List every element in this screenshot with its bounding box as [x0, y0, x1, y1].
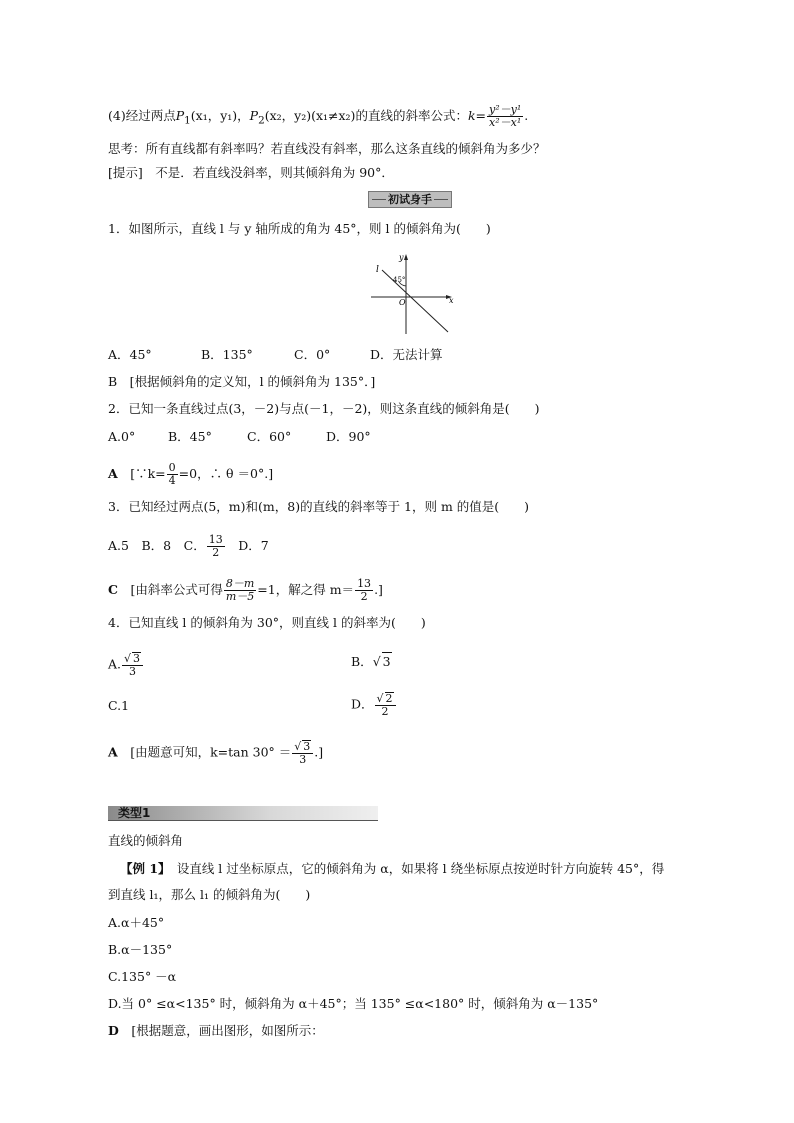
q2-fraction [167, 462, 178, 487]
q2-option-d: D．90° [326, 429, 371, 444]
angle-label: 45° [393, 276, 406, 284]
q3-c-den: 2 [212, 546, 220, 559]
line-l-label: l [376, 265, 379, 275]
point-p2: P [249, 108, 259, 123]
q4-option-a-fraction [122, 652, 143, 678]
p2-subscript: 2 [258, 114, 265, 127]
q3-answer-fraction-2 [355, 578, 373, 603]
q4-d-den: 2 [381, 705, 389, 718]
think-hint: [提示] 不是．若直线没斜率，则其倾斜角为 90°． [108, 165, 394, 180]
q4-d-radicand: 2 [385, 692, 393, 705]
example-1-label: 【例 1】 [120, 861, 165, 876]
example-option-d: D.当 0° ≤α<135° 时，倾斜角为 α＋45°；当 135° ≤α<180° 时，倾斜角为 α－135° [108, 996, 599, 1011]
q2-frac-den: 4 [168, 474, 176, 487]
q3-answer-letter: C [108, 582, 118, 597]
q4-option-b-label: B． [351, 654, 373, 669]
q2-option-a: A.0° [108, 429, 136, 444]
x-axis-label: x [449, 296, 454, 305]
formula-prefix: (4)经过两点 [108, 108, 176, 123]
q3-frac1-num: 8－m [225, 577, 255, 590]
point-p1: P [175, 108, 185, 123]
q4-option-a-label: A. [108, 656, 122, 672]
q4-ans-den: 3 [299, 753, 307, 766]
q1-option-c: C．0° [294, 347, 331, 362]
q3-frac1-den: m－5 [225, 590, 255, 603]
q4-answer-pre: [由题意可知，k=tan 30° ＝ [130, 744, 292, 760]
q3-stem: 3．已知经过两点(5，m)和(m，8)的直线的斜率等于 1，则 m 的值是( ) [108, 499, 530, 514]
k-equals: k= [467, 108, 487, 123]
q2-option-b: B．45° [168, 429, 212, 444]
q4-option-c: C.1 [108, 698, 130, 713]
q4-answer-post: .] [314, 744, 324, 760]
q4-a-radicand: 3 [133, 652, 141, 665]
q2-answer-post: =0，∴ θ ＝0°.] [178, 466, 274, 481]
q3-frac2-den: 2 [360, 590, 368, 603]
q2-frac-num: 0 [168, 461, 176, 474]
q4-stem: 4．已知直线 l 的倾斜角为 30°，则直线 l 的斜率为( ) [108, 615, 426, 630]
q3-options [108, 534, 269, 559]
section-title: 直线的倾斜角 [108, 833, 184, 848]
slope-denominator: x²－x¹ [489, 116, 522, 129]
type-1-banner [108, 806, 378, 821]
slope-formula-line: (4)经过两点$P_1(x_1$，y₁)，$P_2(x_2$，y₂)(x₁≠x₂)的直线的斜率公式：k= $\frac{\text{y²－y¹}}{\text{x²－x¹}}$ . [108, 103, 529, 129]
y-axis-arrow [404, 254, 408, 260]
q3-option-b: B．8 [141, 538, 172, 553]
q1-stem: 1．如图所示，直线 l 与 y 轴所成的角为 45°，则 l 的倾斜角为( ) [108, 221, 491, 236]
y-axis-label: y [399, 253, 404, 262]
q2-option-c: C．60° [247, 429, 292, 444]
example-answer-letter: D [108, 1023, 119, 1038]
line-l [382, 270, 448, 332]
q4-option-b: B．√ 3 [351, 654, 391, 669]
q4-ans-num: √ 3 [292, 740, 313, 754]
example-option-c: C.135° －α [108, 969, 177, 984]
q4-answer [108, 740, 323, 766]
q4-answer-fraction [292, 740, 313, 766]
q3-frac2-num: 13 [357, 577, 372, 590]
slope-numerator: y²－y¹ [489, 103, 522, 116]
p1-coords: (x₁，y₁)， [190, 108, 250, 123]
q3-answer-pre: [由斜率公式可得 [130, 582, 223, 597]
q1-option-d: D．无法计算 [370, 347, 443, 362]
q2-stem: 2．已知一条直线过点(3，－2)与点(－1，－2)，则这条直线的倾斜角是( ) [108, 401, 540, 416]
q4-answer-letter: A [108, 744, 118, 760]
q3-answer-post: .] [374, 582, 383, 597]
p2-coords: (x₂，y₂)(x₁≠x₂)的直线的斜率公式： [264, 108, 468, 123]
q2-answer-pre: [∵k= [130, 466, 166, 481]
section-badge-initial-try [368, 191, 452, 208]
type-1-label: 类型1 [118, 806, 151, 820]
section-badge-label: 初试身手 [388, 193, 432, 206]
example-answer [108, 1022, 324, 1040]
q1-option-a: A．45° [108, 347, 152, 362]
q3-option-c-fraction [207, 534, 225, 559]
q3-option-c: C． [183, 538, 206, 553]
q3-c-num: 13 [208, 533, 223, 546]
think-question: 思考：所有直线都有斜率吗？若直线没有斜率，那么这条直线的倾斜角为多少？ [108, 141, 546, 156]
q3-answer [108, 578, 383, 603]
q4-option-d-fraction [375, 692, 396, 718]
q4-option-d [351, 692, 397, 718]
q4-ans-radicand: 3 [303, 740, 311, 753]
origin-label: O [399, 298, 406, 307]
example-1-line-1 [120, 860, 664, 878]
q4-a-den: 3 [129, 665, 137, 678]
q3-option-a: A.5 [108, 538, 129, 553]
q3-answer-mid: =1，解之得 m＝ [257, 582, 355, 597]
slope-fraction [487, 104, 523, 129]
example-1-line-2: 到直线 l₁，那么 l₁ 的倾斜角为( ) [108, 887, 311, 902]
p1-subscript: 1 [184, 114, 191, 127]
q4-b-radicand: 3 [382, 654, 391, 669]
example-1-text-1: 设直线 l 过坐标原点，它的倾斜角为 α，如果将 l 绕坐标原点按逆时针方向旋转 45°，得 [176, 861, 665, 876]
example-answer-text: [根据题意，画出图形，如图所示： [131, 1023, 324, 1038]
q3-option-d: D．7 [238, 538, 269, 553]
example-option-b: B.α－135° [108, 942, 173, 957]
q4-d-num: √ 2 [375, 692, 396, 706]
q3-answer-fraction-1 [224, 578, 256, 603]
q2-answer-letter: A [108, 466, 118, 481]
q4-option-d-label: D． [351, 696, 374, 712]
q1-figure [366, 252, 456, 334]
q4-a-num: √ 3 [122, 652, 143, 666]
q4-option-a [108, 652, 144, 678]
q1-option-b: B．135° [201, 347, 253, 362]
q1-answer: B [根据倾斜角的定义知，l 的倾斜角为 135°．] [108, 374, 376, 389]
q2-answer [108, 462, 273, 487]
example-option-a: A.α＋45° [108, 915, 165, 930]
